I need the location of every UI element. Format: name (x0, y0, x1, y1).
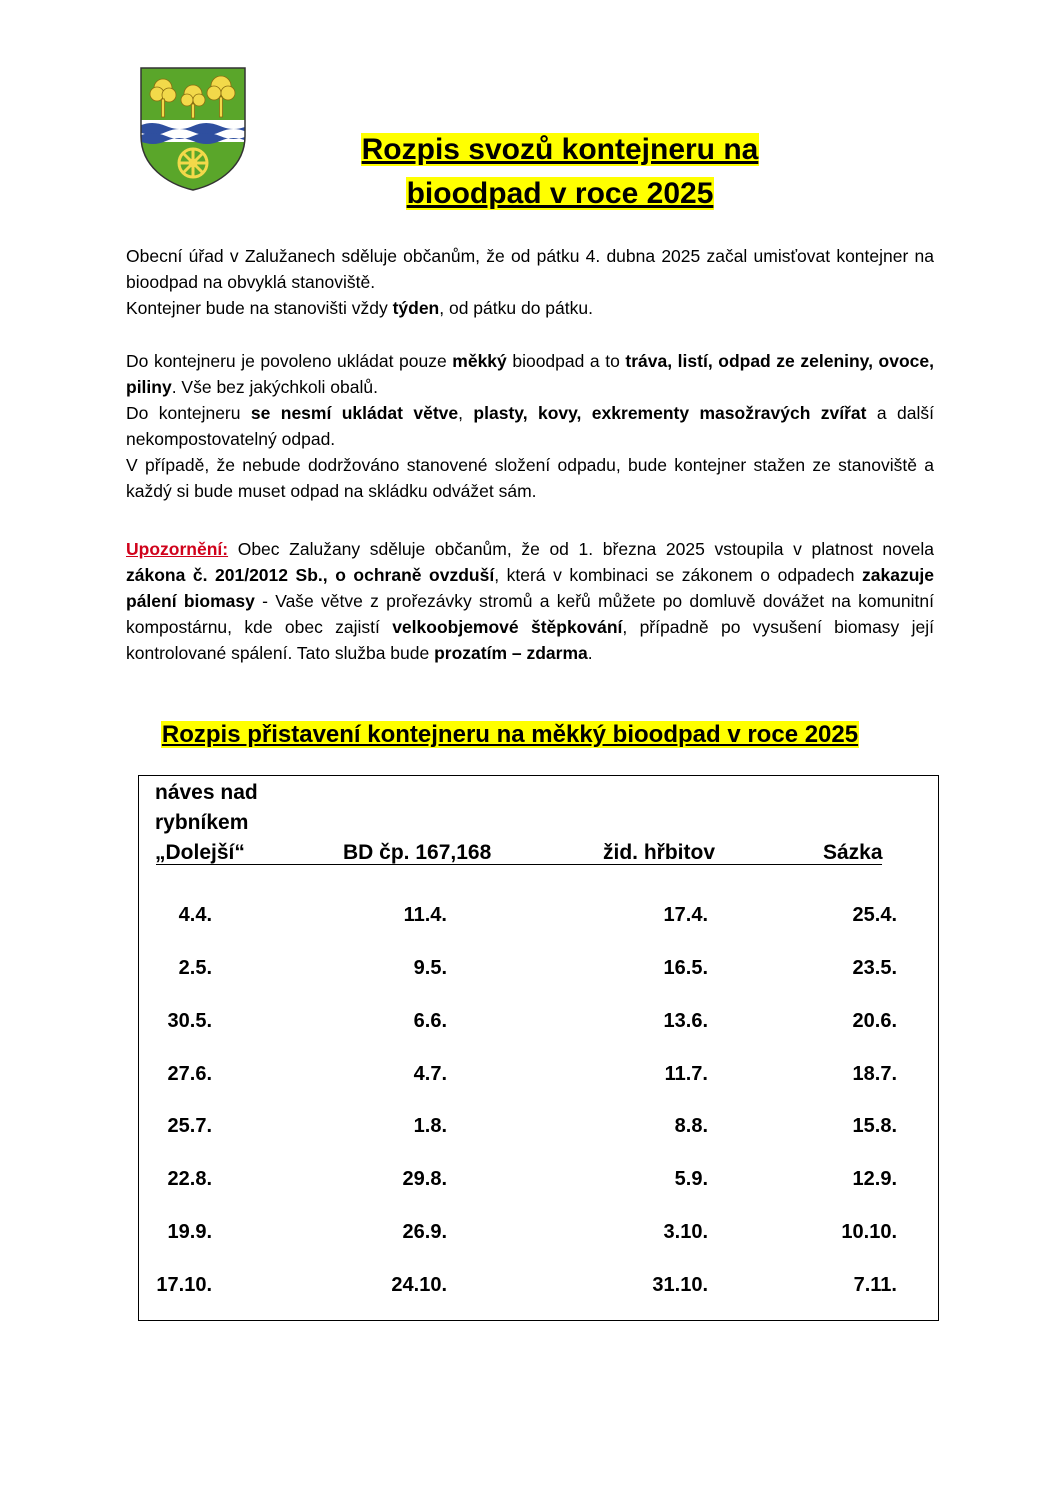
intro-text-2: Kontejner bude na stanovišti vždy týden, od pátku do pátku. (126, 298, 593, 318)
table-row: 2.5. 9.5. 16.5. 23.5. (178, 957, 897, 979)
warning-text: Upozornění: Obec Zalužany sděluje občanům, že od 1. března 2025 vstoupila v platnost novela zákona č. 201/2012 Sb., o ochraně ovzduší, která v kombinaci se zákonem o odpadech zakazuje pálení biomasy - Vaše větve z prořezávky stromů a keřů můžete po domluvě dovážet na komunitní kompostárnu, kde obec zajistí velkoobjemové štěpkování, případně po vysušení biomasy její kontrolované spálení. Tato služba bude prozatím – zdarma. (126, 539, 934, 663)
page-title (260, 128, 860, 216)
title-line-2: bioodpad v roce 2025 (406, 177, 714, 210)
table-row: 22.8. 29.8. 5.9. 12.9. (167, 1168, 897, 1190)
title-line-1: Rozpis svozů kontejneru na (361, 133, 759, 166)
table-row: 27.6. 4.7. 11.7. 18.7. (167, 1063, 897, 1085)
intro-text: Obecní úřad v Zalužanech sděluje občanům, že od pátku 4. dubna 2025 začal umisťovat kontejner na bioodpad na obvyklá stanoviště. (126, 246, 934, 292)
table-row: 19.9. 26.9. 3.10. 10.10. (167, 1221, 897, 1243)
consequence-text: V případě, že nebude dodržováno stanovené složení odpadu, bude kontejner stažen ze stanoviště a každý si bude muset odpad na skládku odvážet sám. (126, 455, 934, 501)
allowed-text: Do kontejneru je povoleno ukládat pouze měkký bioodpad a to tráva, listí, odpad ze zeleniny, ovoce, piliny. Vše bez jakýchkoli obalů. (126, 351, 934, 397)
warning-paragraph (126, 536, 934, 666)
table-row: 17.10. 24.10. 31.10. 7.11. (156, 1274, 897, 1296)
intro-paragraph (126, 243, 934, 321)
header-divider (156, 864, 882, 865)
header-sazka: Sázka (823, 841, 883, 864)
coat-of-arms-icon (139, 66, 247, 192)
table-row: 25.7. 1.8. 8.8. 15.8. (167, 1115, 897, 1137)
schedule-table (138, 775, 939, 1321)
forbidden-text: Do kontejneru se nesmí ukládat větve, plasty, kovy, exkrementy masožravých zvířat a další nekompostovatelný odpad. (126, 403, 934, 449)
rules-paragraph (126, 348, 934, 504)
table-row: 4.4. 11.4. 17.4. 25.4. (178, 904, 897, 926)
warning-label: Upozornění: (126, 539, 229, 559)
header-bd: BD čp. 167,168 (343, 841, 492, 864)
header-hrbitov: žid. hřbitov (603, 841, 715, 864)
header-dolejsi: náves nad rybníkem „Dolejší“ (155, 781, 258, 864)
schedule-title: Rozpis přistavení kontejneru na měkký bioodpad v roce 2025 (161, 721, 859, 748)
table-row: 30.5. 6.6. 13.6. 20.6. (167, 1010, 897, 1032)
